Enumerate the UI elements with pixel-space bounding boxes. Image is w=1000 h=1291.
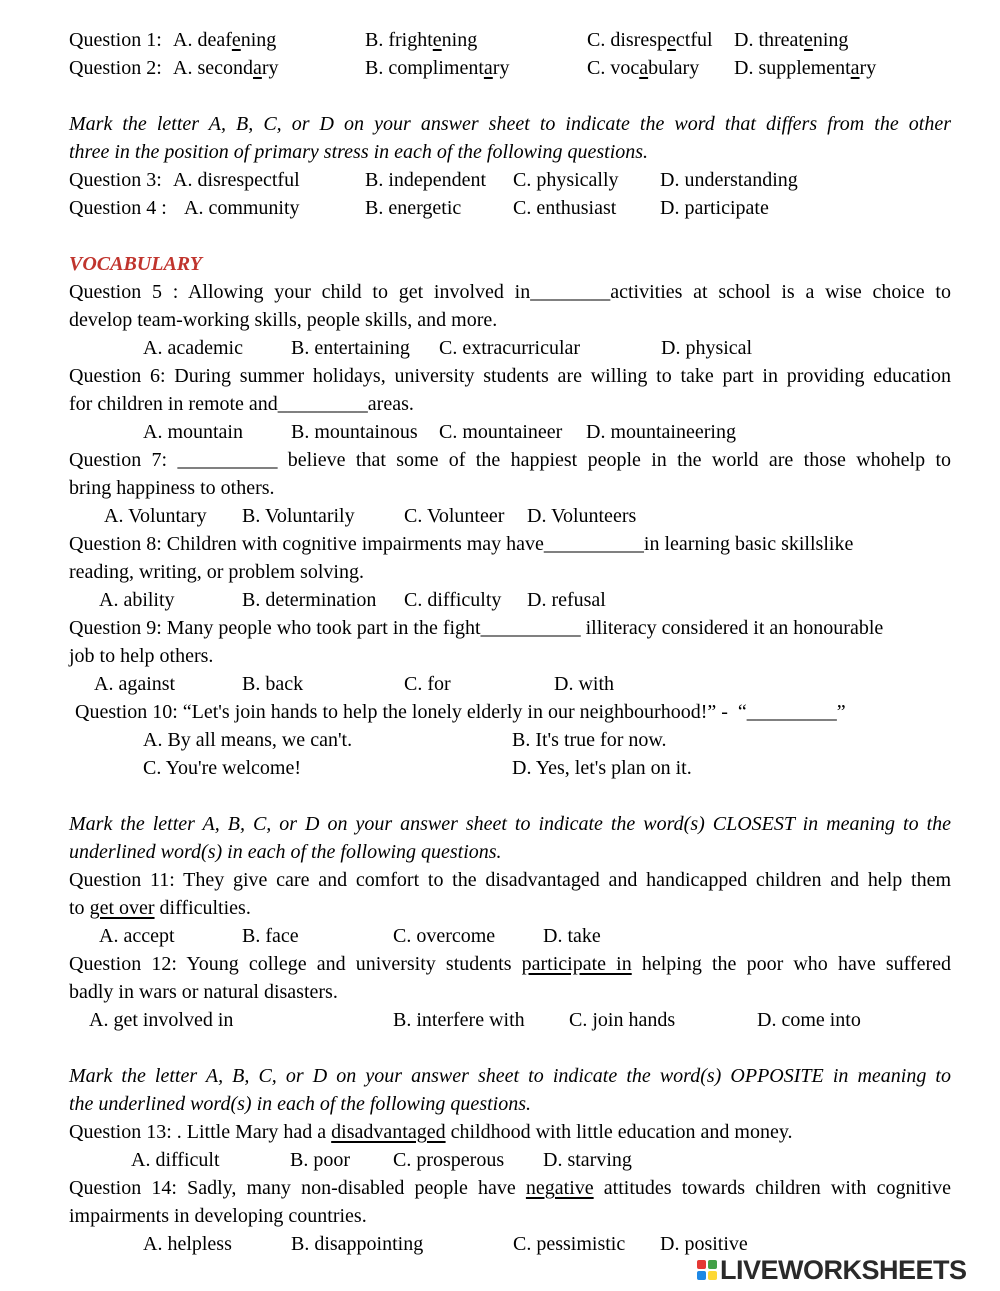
question-14-stem-line-2: impairments in developing countries. (69, 1205, 367, 1227)
q12-option-b[interactable]: B. interfere with (393, 1009, 525, 1031)
q5-option-c[interactable]: C. extracurricular (439, 337, 581, 359)
q10-option-d[interactable]: D. Yes, let's plan on it. (512, 757, 692, 779)
q1-option-b[interactable]: B. frightening (365, 29, 478, 51)
question-3-label: Question 3: (69, 169, 167, 191)
q11-option-d[interactable]: D. take (543, 925, 601, 947)
q8-option-a[interactable]: A. ability (99, 589, 175, 611)
q14-underlined-word: negative (525, 1177, 594, 1199)
q9-option-a[interactable]: A. against (94, 673, 176, 695)
question-10-stem: Question 10: “Let's join hands to help the lonely elderly in our neighbourhood!” - “_________” (75, 701, 846, 723)
liveworksheets-logo-icon (697, 1260, 717, 1280)
q14-option-d[interactable]: D. positive (660, 1233, 748, 1255)
q13-option-c[interactable]: C. prosperous (393, 1149, 505, 1171)
q13-underlined-word: disadvantaged (331, 1121, 446, 1143)
q9-option-d[interactable]: D. with (554, 673, 614, 695)
q3-option-d[interactable]: D. understanding (660, 169, 798, 191)
question-6-stem-line-1: Question 6: During summer holidays, university students are willing to take part in providing education (69, 365, 951, 387)
q3-option-b[interactable]: B. independent (365, 169, 487, 191)
q4-option-c[interactable]: C. enthusiast (513, 197, 617, 219)
q4-option-b[interactable]: B. energetic (365, 197, 462, 219)
q11-option-b[interactable]: B. face (242, 925, 299, 947)
q11-option-c[interactable]: C. overcome (393, 925, 496, 947)
vocabulary-heading: VOCABULARY (69, 253, 202, 275)
q1-option-a[interactable]: A. deafening (173, 29, 277, 51)
question-4-label: Question 4 : (69, 197, 177, 219)
question-6-stem-line-2: for children in remote and_________areas. (69, 393, 414, 415)
q12-underlined-phrase: participate in (521, 953, 632, 975)
q6-option-a[interactable]: A. mountain (143, 421, 243, 443)
q10-option-a[interactable]: A. By all means, we can't. (143, 729, 353, 751)
question-11-stem-line-2: to get over difficulties. (69, 897, 251, 919)
liveworksheets-logo[interactable] (697, 1255, 995, 1285)
question-1-label: Question 1: (69, 29, 167, 51)
q7-option-d[interactable]: D. Volunteers (527, 505, 637, 527)
opposite-instruction-line-1: Mark the letter A, B, C, or D on your answer sheet to indicate the word(s) OPPOSITE in meaning to (69, 1065, 951, 1087)
q6-option-b[interactable]: B. mountainous (291, 421, 418, 443)
q13-option-d[interactable]: D. starving (543, 1149, 632, 1171)
q1-option-c[interactable]: C. disrespectful (587, 29, 713, 51)
question-7-stem-line-1: Question 7: __________ believe that some of the happiest people in the world are those whohelp to (69, 449, 951, 471)
q4-option-a[interactable]: A. community (184, 197, 300, 219)
q10-option-b[interactable]: B. It's true for now. (512, 729, 667, 751)
q8-option-b[interactable]: B. determination (242, 589, 377, 611)
q13-option-a[interactable]: A. difficult (131, 1149, 220, 1171)
question-11-stem-line-1: Question 11: They give care and comfort to the disadvantaged and handicapped children and help them (69, 869, 951, 891)
opposite-instruction-line-2: the underlined word(s) in each of the following questions. (69, 1093, 531, 1115)
q2-option-a[interactable]: A. secondary (173, 57, 279, 79)
q2-option-d[interactable]: D. supplementary (734, 57, 877, 79)
q3-option-a[interactable]: A. disrespectful (173, 169, 300, 191)
question-5-stem-line-1: Question 5 : Allowing your child to get involved in________activities at school is a wise choice to (69, 281, 951, 303)
question-12-stem-line-2: badly in wars or natural disasters. (69, 981, 338, 1003)
stress-instruction-line-1: Mark the letter A, B, C, or D on your answer sheet to indicate the word that differs from the other (69, 113, 951, 135)
q14-option-b[interactable]: B. disappointing (291, 1233, 424, 1255)
question-2-label: Question 2: (69, 57, 167, 79)
q5-option-b[interactable]: B. entertaining (291, 337, 410, 359)
q11-underlined-phrase: get over (89, 897, 155, 919)
question-9-stem-line-2: job to help others. (69, 645, 214, 667)
question-8-stem-line-1: Question 8: Children with cognitive impairments may have__________in learning basic skillslike (69, 533, 854, 555)
question-8-stem-line-2: reading, writing, or problem solving. (69, 561, 364, 583)
q9-option-c[interactable]: C. for (404, 673, 451, 695)
q5-option-d[interactable]: D. physical (661, 337, 753, 359)
q3-option-c[interactable]: C. physically (513, 169, 619, 191)
q10-option-c[interactable]: C. You're welcome! (143, 757, 302, 779)
q11-option-a[interactable]: A. accept (99, 925, 175, 947)
q8-option-c[interactable]: C. difficulty (404, 589, 502, 611)
q12-option-d[interactable]: D. come into (757, 1009, 861, 1031)
closest-instruction-line-2: underlined word(s) in each of the following questions. (69, 841, 502, 863)
q7-option-b[interactable]: B. Voluntarily (242, 505, 355, 527)
question-14-stem-line-1: Question 14: Sadly, many non-disabled people have negative attitudes towards children with cognitive (69, 1177, 952, 1199)
closest-instruction-line-1: Mark the letter A, B, C, or D on your answer sheet to indicate the word(s) CLOSEST in meaning to the (69, 813, 951, 835)
logo-square-3 (697, 1271, 706, 1280)
q7-option-c[interactable]: C. Volunteer (404, 505, 505, 527)
question-7-stem-line-2: bring happiness to others. (69, 477, 275, 499)
q6-option-c[interactable]: C. mountaineer (439, 421, 563, 443)
logo-square-1 (697, 1260, 706, 1269)
logo-square-2 (708, 1260, 717, 1269)
q1-option-d[interactable]: D. threatening (734, 29, 849, 51)
q14-option-a[interactable]: A. helpless (143, 1233, 232, 1255)
q2-option-b[interactable]: B. complimentary (365, 57, 510, 79)
q14-option-c[interactable]: C. pessimistic (513, 1233, 626, 1255)
q4-option-d[interactable]: D. participate (660, 197, 769, 219)
q5-option-a[interactable]: A. academic (143, 337, 243, 359)
q6-option-d[interactable]: D. mountaineering (586, 421, 736, 443)
q7-option-a[interactable]: A. Voluntary (104, 505, 207, 527)
q9-option-b[interactable]: B. back (242, 673, 304, 695)
logo-square-4 (708, 1271, 717, 1280)
q8-option-d[interactable]: D. refusal (527, 589, 606, 611)
question-5-stem-line-2: develop team-working skills, people skills, and more. (69, 309, 498, 331)
liveworksheets-logo-text: LIVEWORKSHEETS (720, 1254, 967, 1285)
q12-option-c[interactable]: C. join hands (569, 1009, 676, 1031)
q2-option-c[interactable]: C. vocabulary (587, 57, 700, 79)
q12-option-a[interactable]: A. get involved in (89, 1009, 234, 1031)
q13-option-b[interactable]: B. poor (290, 1149, 350, 1171)
question-13-stem: Question 13: . Little Mary had a disadvantaged childhood with little education and money. (69, 1121, 793, 1143)
stress-instruction-line-2: three in the position of primary stress in each of the following questions. (69, 141, 649, 163)
question-12-stem-line-1: Question 12: Young college and university students participate in helping the poor who have suffered (69, 953, 951, 975)
question-9-stem-line-1: Question 9: Many people who took part in the fight__________ illiteracy considered it an honourable (69, 617, 884, 639)
